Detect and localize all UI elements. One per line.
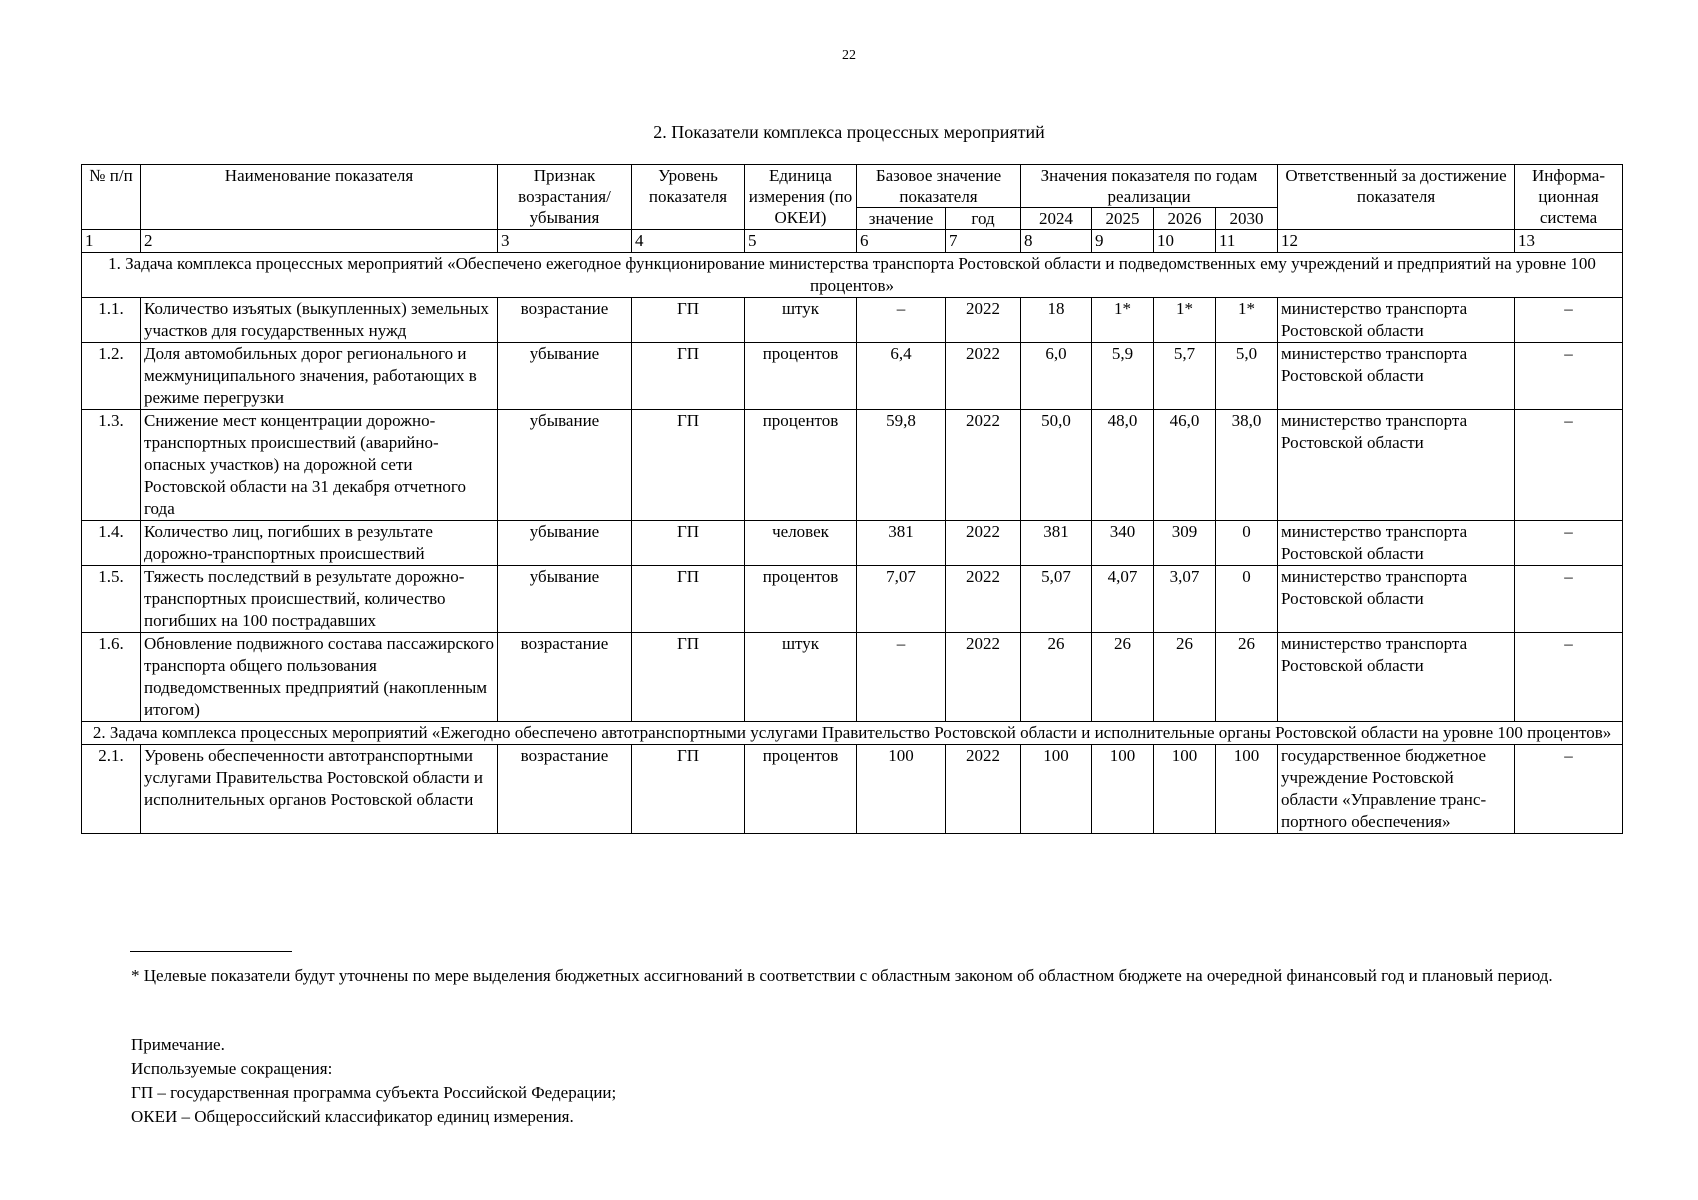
row-number: 1.5.	[82, 566, 141, 633]
value-2026: 100	[1154, 745, 1216, 834]
header-base-year: год	[946, 208, 1021, 230]
information-system: –	[1515, 298, 1623, 343]
section-title: 2. Показатели комплекса процессных мероприятий	[653, 122, 1045, 142]
direction-sign: возрастание	[498, 745, 632, 834]
header-unit: Единица измерения (по ОКЕИ)	[745, 165, 857, 230]
header-2030: 2030	[1216, 208, 1278, 230]
base-value: 59,8	[857, 410, 946, 521]
table-row	[82, 566, 1623, 633]
value-2025: 5,9	[1092, 343, 1154, 410]
table-row	[82, 633, 1623, 722]
value-2030: 38,0	[1216, 410, 1278, 521]
information-system: –	[1515, 745, 1623, 834]
table-row	[82, 521, 1623, 566]
value-2025: 340	[1092, 521, 1154, 566]
value-2024: 26	[1021, 633, 1092, 722]
header-info: Информа- ционная система	[1515, 165, 1623, 230]
column-number: 5	[745, 230, 857, 253]
information-system: –	[1515, 633, 1623, 722]
header-num: № п/п	[82, 165, 141, 230]
value-2030: 0	[1216, 521, 1278, 566]
value-2026: 5,7	[1154, 343, 1216, 410]
base-year: 2022	[946, 521, 1021, 566]
value-2026: 309	[1154, 521, 1216, 566]
responsible-body: министерство транспорта Ростовской области	[1278, 410, 1515, 521]
value-2026: 1*	[1154, 298, 1216, 343]
value-2025: 48,0	[1092, 410, 1154, 521]
base-value: 381	[857, 521, 946, 566]
abbreviations-title: Используемые сокращения:	[131, 1059, 333, 1078]
unit-of-measure: человек	[745, 521, 857, 566]
value-2024: 100	[1021, 745, 1092, 834]
abbreviation-gp: ГП – государственная программа субъекта Российской Федерации;	[131, 1083, 617, 1102]
base-year: 2022	[946, 343, 1021, 410]
task-heading-2-text: 2. Задача комплекса процессных мероприятий «Ежегодно обеспечено автотранспортными услугами Правительство Ростовской области и исполнительные органы Ростовской области на уровне 100 процентов»	[82, 722, 1623, 745]
indicator-level: ГП	[632, 521, 745, 566]
header-base-value: значение	[857, 208, 946, 230]
header-responsible: Ответственный за достижение показателя	[1278, 165, 1515, 230]
column-number: 3	[498, 230, 632, 253]
unit-of-measure: процентов	[745, 410, 857, 521]
direction-sign: убывание	[498, 566, 632, 633]
unit-of-measure: штук	[745, 633, 857, 722]
column-number: 12	[1278, 230, 1515, 253]
information-system: –	[1515, 566, 1623, 633]
indicators-table	[81, 164, 1623, 834]
header-2024: 2024	[1021, 208, 1092, 230]
notes-title: Примечание.	[131, 1035, 225, 1054]
column-number: 11	[1216, 230, 1278, 253]
value-2025: 26	[1092, 633, 1154, 722]
notes-block	[131, 1033, 1531, 1129]
responsible-body: министерство транспорта Ростовской области	[1278, 633, 1515, 722]
value-2025: 100	[1092, 745, 1154, 834]
column-number: 4	[632, 230, 745, 253]
column-number: 7	[946, 230, 1021, 253]
base-year: 2022	[946, 566, 1021, 633]
base-year: 2022	[946, 745, 1021, 834]
responsible-body: министерство транспорта Ростовской области	[1278, 521, 1515, 566]
task-heading-1-text: 1. Задача комплекса процессных мероприятий «Обеспечено ежегодное функционирование министерства транспорта Ростовской области и подведомственных ему учреждений и предприятий на уровне 100 процентов»	[82, 253, 1623, 298]
column-number: 2	[141, 230, 498, 253]
row-number: 1.3.	[82, 410, 141, 521]
header-2025: 2025	[1092, 208, 1154, 230]
column-number: 8	[1021, 230, 1092, 253]
task-heading-2	[82, 722, 1623, 745]
value-2025: 1*	[1092, 298, 1154, 343]
indicator-name: Обновление подвижного состава пассажирского транспорта общего пользования подведомственных предприятий (накопленным итогом)	[141, 633, 498, 722]
value-2026: 46,0	[1154, 410, 1216, 521]
direction-sign: возрастание	[498, 633, 632, 722]
direction-sign: возрастание	[498, 298, 632, 343]
header-sign: Признак возрастания/ убывания	[498, 165, 632, 230]
information-system: –	[1515, 410, 1623, 521]
header-base: Базовое значение показателя	[857, 165, 1021, 208]
row-number: 1.6.	[82, 633, 141, 722]
footnote: * Целевые показатели будут уточнены по мере выделения бюджетных ассигнований в соответствии с областным законом об областном бюджете на очередной финансовый год и плановый период.	[131, 966, 1553, 985]
row-number: 1.4.	[82, 521, 141, 566]
responsible-body: министерство транспорта Ростовской области	[1278, 566, 1515, 633]
base-value: –	[857, 298, 946, 343]
value-2030: 0	[1216, 566, 1278, 633]
responsible-body: министерство транспорта Ростовской области	[1278, 298, 1515, 343]
base-value: –	[857, 633, 946, 722]
responsible-body: государственное бюджетное учреждение Ростовской области «Управление транс- портного обеспечения»	[1278, 745, 1515, 834]
indicator-level: ГП	[632, 633, 745, 722]
header-level: Уровень показателя	[632, 165, 745, 230]
indicator-name: Количество изъятых (выкупленных) земельных участков для государственных нужд	[141, 298, 498, 343]
direction-sign: убывание	[498, 410, 632, 521]
header-values: Значения показателя по годам реализации	[1021, 165, 1278, 208]
column-number: 10	[1154, 230, 1216, 253]
base-year: 2022	[946, 633, 1021, 722]
column-number: 1	[82, 230, 141, 253]
column-number: 6	[857, 230, 946, 253]
direction-sign: убывание	[498, 521, 632, 566]
column-number: 13	[1515, 230, 1623, 253]
value-2024: 50,0	[1021, 410, 1092, 521]
indicator-name: Уровень обеспеченности автотранспортными услугами Правительства Ростовской области и исполнительных органов Ростовской области	[141, 745, 498, 834]
unit-of-measure: процентов	[745, 343, 857, 410]
responsible-body: министерство транспорта Ростовской области	[1278, 343, 1515, 410]
footnote-divider	[130, 951, 292, 952]
indicator-level: ГП	[632, 410, 745, 521]
indicator-level: ГП	[632, 566, 745, 633]
table-row	[82, 410, 1623, 521]
base-value: 6,4	[857, 343, 946, 410]
indicator-level: ГП	[632, 343, 745, 410]
value-2030: 100	[1216, 745, 1278, 834]
value-2026: 26	[1154, 633, 1216, 722]
information-system: –	[1515, 521, 1623, 566]
base-value: 100	[857, 745, 946, 834]
column-numbers-row	[82, 230, 1623, 253]
value-2024: 18	[1021, 298, 1092, 343]
row-number: 1.2.	[82, 343, 141, 410]
base-year: 2022	[946, 298, 1021, 343]
row-number: 2.1.	[82, 745, 141, 834]
indicator-name: Количество лиц, погибших в результате дорожно-транспортных происшествий	[141, 521, 498, 566]
unit-of-measure: процентов	[745, 745, 857, 834]
header-2026: 2026	[1154, 208, 1216, 230]
abbreviation-okei: ОКЕИ – Общероссийский классификатор единиц измерения.	[131, 1107, 574, 1126]
value-2030: 1*	[1216, 298, 1278, 343]
indicator-level: ГП	[632, 745, 745, 834]
value-2030: 5,0	[1216, 343, 1278, 410]
indicator-name: Снижение мест концентрации дорожно-транспортных происшествий (аварийно-опасных участков) на дорожной сети Ростовской области на 31 декабря отчетного года	[141, 410, 498, 521]
table-row	[82, 298, 1623, 343]
base-value: 7,07	[857, 566, 946, 633]
information-system: –	[1515, 343, 1623, 410]
table-row	[82, 745, 1623, 834]
column-number: 9	[1092, 230, 1154, 253]
unit-of-measure: процентов	[745, 566, 857, 633]
indicator-level: ГП	[632, 298, 745, 343]
unit-of-measure: штук	[745, 298, 857, 343]
value-2024: 5,07	[1021, 566, 1092, 633]
indicator-name: Тяжесть последствий в результате дорожно-транспортных происшествий, количество погибших на 100 пострадавших	[141, 566, 498, 633]
row-number: 1.1.	[82, 298, 141, 343]
task-heading-1	[82, 253, 1623, 298]
base-year: 2022	[946, 410, 1021, 521]
table-row	[82, 343, 1623, 410]
indicator-name: Доля автомобильных дорог регионального и межмуниципального значения, работающих в режиме перегрузки	[141, 343, 498, 410]
value-2024: 381	[1021, 521, 1092, 566]
value-2024: 6,0	[1021, 343, 1092, 410]
table-body	[82, 230, 1623, 834]
page-number: 22	[842, 48, 856, 63]
value-2025: 4,07	[1092, 566, 1154, 633]
direction-sign: убывание	[498, 343, 632, 410]
value-2030: 26	[1216, 633, 1278, 722]
value-2026: 3,07	[1154, 566, 1216, 633]
header-name: Наименование показателя	[141, 165, 498, 230]
